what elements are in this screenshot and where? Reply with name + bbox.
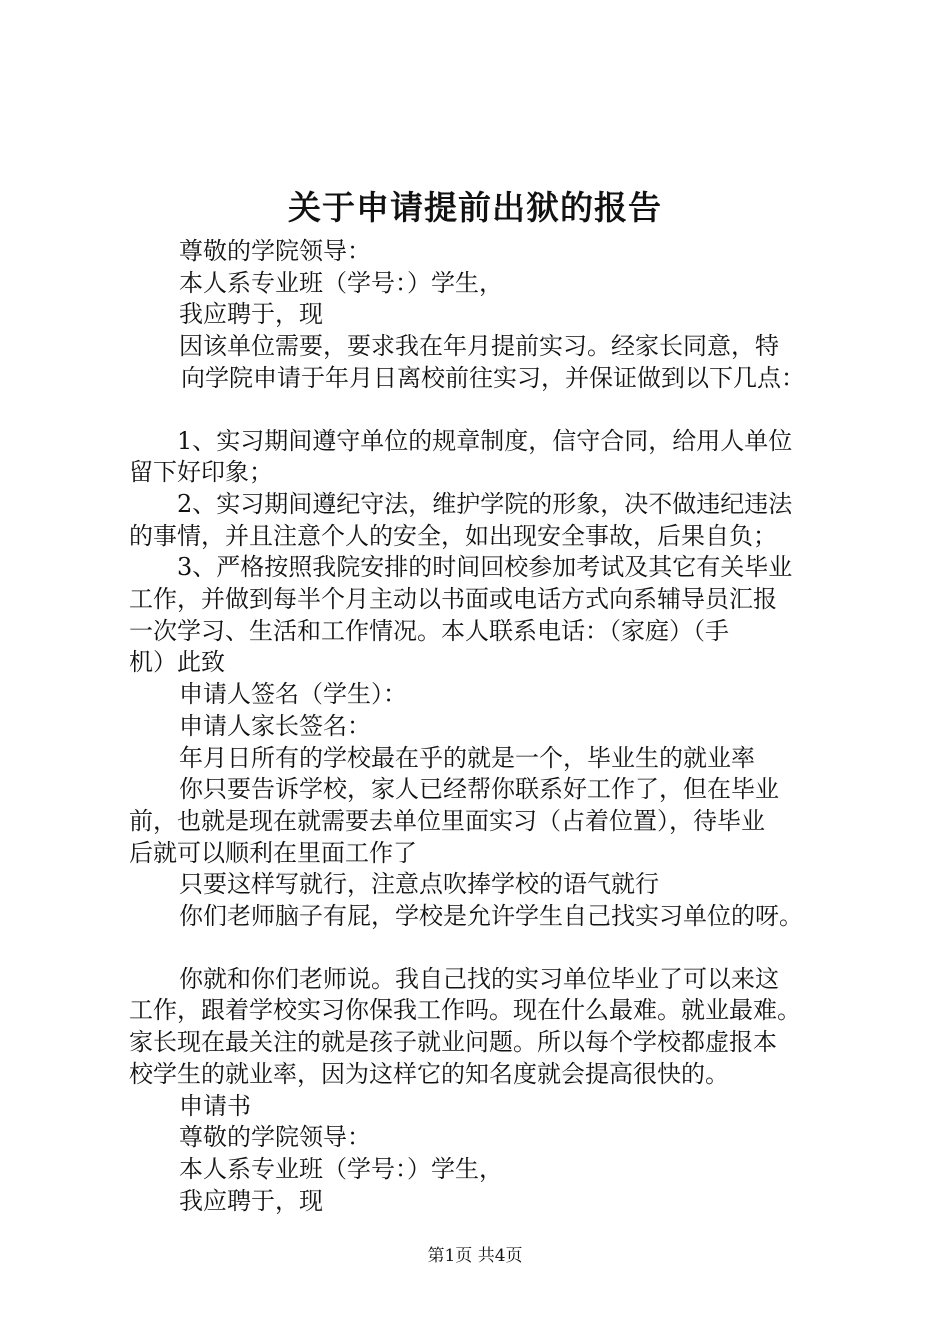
body-line: 一次学习、生活和工作情况。本人联系电话：（家庭）（手 [129,616,729,645]
document-body [129,236,849,1217]
body-line: 工作，并做到每半个月主动以书面或电话方式向系辅导员汇报 [129,585,777,614]
body-line: 你们老师脑子有屁，学校是允许学生自己找实习单位的呀。 [179,902,803,931]
body-line: 后就可以顺利在里面工作了 [129,838,417,867]
body-line: 1、实习期间遵守单位的规章制度，信守合同，给用人单位 [177,426,793,455]
body-line: 3、严格按照我院安排的时间回校参加考试及其它有关毕业 [177,553,793,582]
body-line: 机）此致 [129,648,225,677]
body-line: 申请人家长签名： [179,711,371,740]
body-line: 2、实习期间遵纪守法，维护学院的形象，决不做违纪违法 [177,489,793,518]
body-line: 向学院申请于年月日离校前往实习，并保证做到以下几点： [181,363,805,392]
body-line: 的事情，并且注意个人的安全，如出现安全事故，后果自负； [129,521,777,550]
body-line: 本人系专业班（学号：）学生， [179,268,503,297]
body-line: 你只要告诉学校，家人已经帮你联系好工作了，但在毕业 [179,775,779,804]
body-line: 申请书 [179,1091,251,1120]
body-line: 本人系专业班（学号：）学生， [179,1154,503,1183]
page-number-footer: 第1页 共4页 [427,1246,523,1266]
body-line: 你就和你们老师说。我自己找的实习单位毕业了可以来这 [179,964,779,993]
body-line: 申请人签名（学生）： [179,680,407,709]
body-line: 年月日所有的学校最在乎的就是一个，毕业生的就业率 [179,743,755,772]
body-line: 尊敬的学院领导： [179,1123,371,1152]
body-line: 我应聘于，现 [179,300,323,329]
body-line: 我应聘于，现 [179,1186,323,1215]
body-line: 校学生的就业率，因为这样它的知名度就会提高很快的。 [129,1059,729,1088]
body-line: 家长现在最关注的就是孩子就业问题。所以每个学校都虚报本 [129,1028,777,1057]
document-title: 关于申请提前出狱的报告 [288,188,662,227]
body-line: 留下好印象； [129,458,273,487]
paragraph-gap [129,395,849,426]
paragraph-gap [129,933,849,964]
body-line: 前，也就是现在就需要去单位里面实习（占着位置），待毕业 [129,806,765,835]
body-line: 只要这样写就行，注意点吹捧学校的语气就行 [179,870,659,899]
body-line: 工作，跟着学校实习你保我工作吗。现在什么最难。就业最难。 [129,996,801,1025]
body-line: 尊敬的学院领导： [179,237,371,265]
body-line: 因该单位需要，要求我在年月提前实习。经家长同意，特 [179,332,779,361]
